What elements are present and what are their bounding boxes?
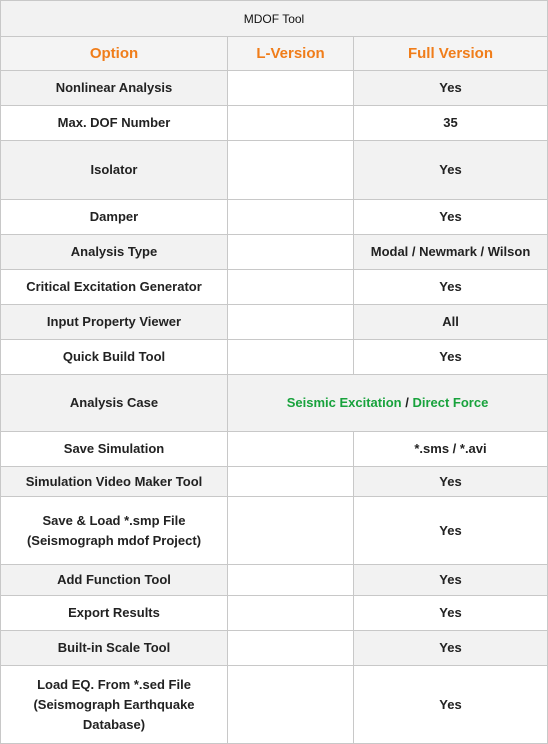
option-label-note: Database)	[82, 716, 146, 732]
table-row	[1, 340, 548, 375]
separator-slash: /	[401, 395, 413, 410]
option-cell	[1, 596, 228, 631]
table-row	[1, 71, 548, 106]
option-cell	[1, 71, 228, 106]
table-row	[1, 200, 548, 235]
option-label: Critical Excitation Generator	[26, 279, 202, 294]
direct-force-label: Direct Force	[412, 395, 489, 410]
full-version-cell: Yes	[354, 596, 548, 631]
l-version-cell	[228, 596, 354, 631]
l-version-cell	[228, 565, 354, 596]
column-header-l-version: L-Version	[228, 37, 354, 71]
l-version-cell	[228, 200, 354, 235]
table-row	[1, 432, 548, 467]
seismic-excitation-label: Seismic Excitation	[286, 395, 402, 410]
option-cell	[1, 141, 228, 200]
table-row	[1, 497, 548, 565]
full-version-cell: All	[354, 305, 548, 340]
option-label: Input Property Viewer	[46, 314, 182, 329]
option-label: Nonlinear Analysis	[55, 80, 173, 95]
option-label: Analysis Case	[69, 395, 159, 410]
option-label: Quick Build Tool	[62, 349, 166, 364]
l-version-cell	[228, 71, 354, 106]
option-label-note: (Seismograph Earthquake	[33, 696, 195, 712]
full-version-cell: Modal / Newmark / Wilson	[354, 235, 548, 270]
l-version-cell	[228, 666, 354, 744]
option-cell	[1, 200, 228, 235]
full-version-cell: Yes	[354, 467, 548, 497]
l-version-cell	[228, 340, 354, 375]
full-version-cell: Yes	[354, 270, 548, 305]
table-row	[1, 141, 548, 200]
table-row	[1, 106, 548, 141]
option-label-note: (Seismograph mdof Project)	[26, 532, 202, 548]
table-row	[1, 596, 548, 631]
option-cell	[1, 666, 228, 744]
l-version-cell	[228, 432, 354, 467]
table-row	[1, 631, 548, 666]
option-cell	[1, 235, 228, 270]
l-version-cell	[228, 305, 354, 340]
option-label: Simulation Video Maker Tool	[25, 473, 203, 489]
full-version-cell: 35	[354, 106, 548, 141]
l-version-cell	[228, 467, 354, 497]
analysis-case-merged-cell	[228, 375, 548, 432]
full-version-cell: Yes	[354, 200, 548, 235]
full-version-cell: Yes	[354, 141, 548, 200]
table-title: MDOF Tool	[1, 1, 548, 37]
full-version-cell: Yes	[354, 71, 548, 106]
option-label: Add Function Tool	[57, 572, 171, 587]
full-version-cell: Yes	[354, 565, 548, 596]
option-cell	[1, 305, 228, 340]
full-version-cell: Yes	[354, 340, 548, 375]
option-cell	[1, 270, 228, 305]
option-cell	[1, 497, 228, 565]
option-cell	[1, 340, 228, 375]
table-row	[1, 235, 548, 270]
option-cell	[1, 565, 228, 596]
option-label: Damper	[89, 209, 139, 224]
option-label: Save Simulation	[63, 441, 165, 456]
option-cell	[1, 432, 228, 467]
table-row	[1, 565, 548, 596]
option-label: Max. DOF Number	[57, 115, 171, 130]
option-cell	[1, 375, 228, 432]
option-label: Load EQ. From *.sed File	[37, 676, 191, 692]
option-label: Built-in Scale Tool	[57, 640, 171, 655]
l-version-cell	[228, 270, 354, 305]
table-row	[1, 375, 548, 432]
full-version-cell: Yes	[354, 666, 548, 744]
l-version-cell	[228, 631, 354, 666]
table-row	[1, 305, 548, 340]
option-cell	[1, 467, 228, 497]
l-version-cell	[228, 497, 354, 565]
full-version-cell: Yes	[354, 631, 548, 666]
option-label: Save & Load *.smp File	[42, 512, 186, 528]
option-cell	[1, 631, 228, 666]
option-label: Isolator	[90, 162, 138, 177]
option-label: Export Results	[68, 605, 160, 620]
table-row	[1, 467, 548, 497]
option-label: Analysis Type	[70, 244, 158, 259]
l-version-cell	[228, 106, 354, 141]
table-row	[1, 666, 548, 744]
column-header-full-version: Full Version	[354, 37, 548, 71]
table-row	[1, 270, 548, 305]
full-version-cell: *.sms / *.avi	[354, 432, 548, 467]
l-version-cell	[228, 141, 354, 200]
option-cell	[1, 106, 228, 141]
full-version-cell: Yes	[354, 497, 548, 565]
column-header-option: Option	[1, 37, 228, 71]
l-version-cell	[228, 235, 354, 270]
